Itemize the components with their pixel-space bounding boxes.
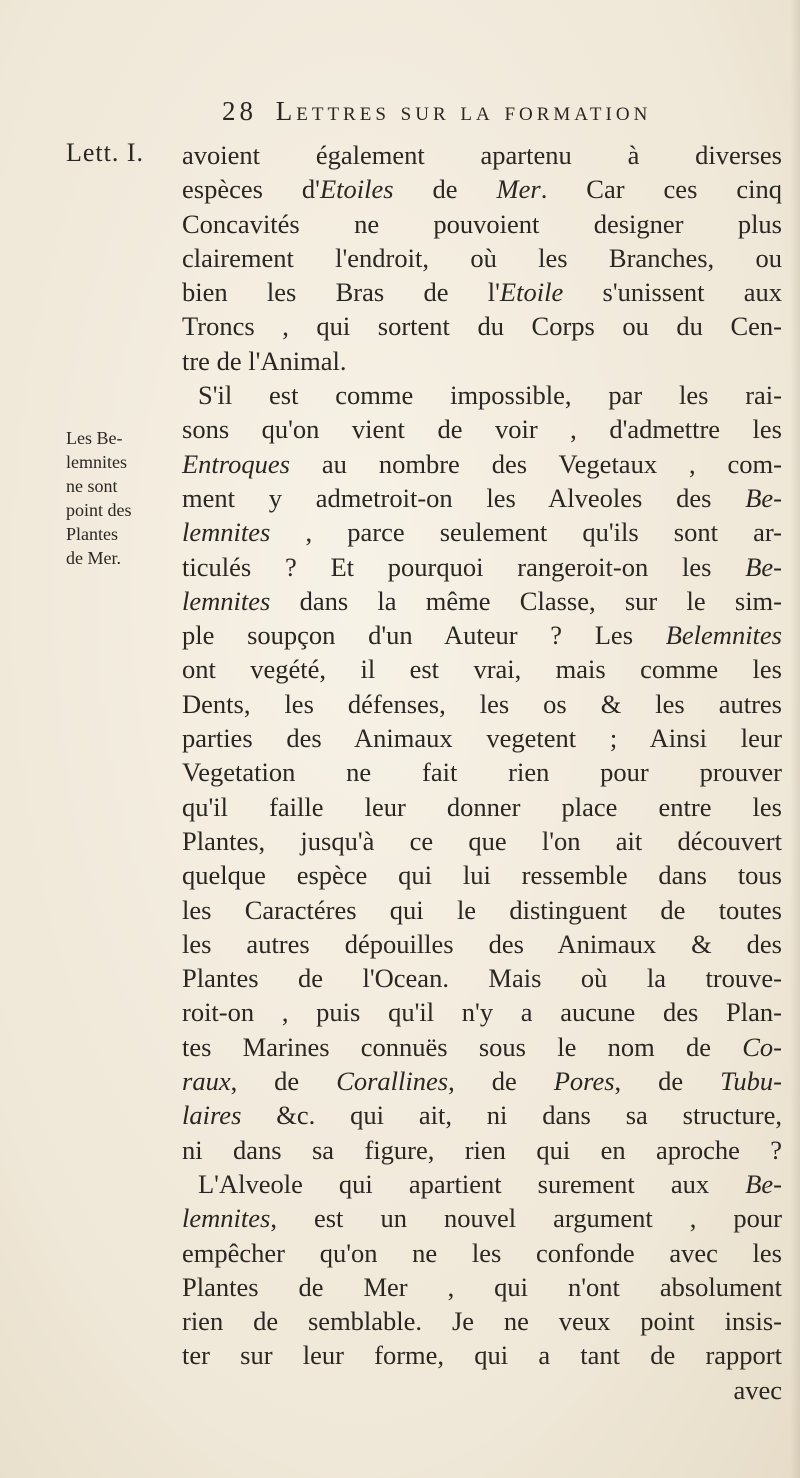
margin-note-line: point des xyxy=(66,500,132,520)
text-line xyxy=(182,275,782,309)
text-line xyxy=(182,995,782,1029)
margin-note-line: Plantes xyxy=(66,524,118,544)
page-edge xyxy=(790,0,800,1478)
text-run: parties des Animaux vegetent ; Ainsi leur xyxy=(182,723,782,754)
text-run: , de xyxy=(448,1066,554,1097)
running-header xyxy=(222,96,651,127)
running-title: Lettres sur la formation xyxy=(275,96,652,126)
text-line xyxy=(182,515,782,549)
text-run: de xyxy=(393,174,497,205)
text-run: qu'il faille leur donner place entre les xyxy=(182,791,782,822)
text-run: les autres dépouilles des Animaux & des xyxy=(182,928,782,959)
text-run: &c. qui ait, ni dans sa structure, xyxy=(241,1100,782,1131)
italic-term: laires xyxy=(182,1100,242,1131)
margin-note-line: lemnites xyxy=(66,452,127,472)
text-run: , de xyxy=(614,1066,721,1097)
text-line xyxy=(182,1338,782,1372)
italic-term: Tubu- xyxy=(720,1066,783,1097)
page-number: 28 xyxy=(222,96,257,126)
text-line xyxy=(182,1304,782,1338)
text-run: avec xyxy=(733,1374,782,1405)
text-run: Plantes de Mer , qui n'ont absolument xyxy=(182,1271,782,1302)
text-run: , est un nouvel argument , pour xyxy=(270,1203,782,1234)
text-run: espèces d' xyxy=(182,174,320,205)
text-run: ter sur leur forme, qui a tant de rapport xyxy=(182,1340,782,1371)
italic-term: Be- xyxy=(745,1168,782,1199)
margin-note-line: ne sont xyxy=(66,476,118,496)
text-run: rien de semblable. Je ne veux point insis- xyxy=(182,1306,782,1337)
text-line xyxy=(182,172,782,206)
text-line xyxy=(182,824,782,858)
text-run: Troncs , qui sortent du Corps ou du Cen- xyxy=(182,311,782,342)
letter-marker: Lett. I. xyxy=(66,138,145,167)
text-run: . Car ces cinq xyxy=(540,174,782,205)
text-run: ticulés ? Et pourquoi rangeroit-on les xyxy=(182,551,746,582)
italic-term: Corallines xyxy=(336,1066,449,1097)
text-line xyxy=(182,1167,782,1201)
text-run: au nombre des Vegetaux , com- xyxy=(289,448,782,479)
text-run: Concavités ne pouvoient designer plus xyxy=(182,208,782,239)
text-line xyxy=(182,687,782,721)
text-line xyxy=(182,790,782,824)
text-run: tre de l'Animal. xyxy=(182,345,347,376)
text-line xyxy=(182,1133,782,1167)
italic-term: Etoile xyxy=(499,277,564,308)
text-run: sons qu'on vient de voir , d'admettre les xyxy=(182,414,782,445)
text-run: avoient également apartenu à diverses xyxy=(182,140,782,170)
text-line xyxy=(182,138,782,172)
text-run: tes Marines connuës sous le nom de xyxy=(182,1031,743,1062)
text-line xyxy=(182,652,782,686)
text-run: Dents, les défenses, les os & les autres xyxy=(182,688,782,719)
italic-term: Etoiles xyxy=(319,174,394,205)
margin-note-line: Les Be- xyxy=(66,428,123,448)
text-run: quelque espèce qui lui ressemble dans tous xyxy=(182,860,782,891)
italic-term: Entroques xyxy=(182,448,290,479)
italic-term: Belemnites xyxy=(665,620,782,651)
margin-note-line: de Mer. xyxy=(66,548,121,568)
text-run: ment y admetroit-on les Alveoles des xyxy=(182,482,746,513)
text-line xyxy=(182,412,782,446)
text-run: ni dans sa figure, rien qui en aproche ? xyxy=(182,1134,782,1165)
text-line xyxy=(182,309,782,343)
italic-term: lemnites xyxy=(182,517,271,548)
text-run: roit-on , puis qu'il n'y a aucune des Plan- xyxy=(182,997,782,1028)
text-line xyxy=(182,1030,782,1064)
body-text xyxy=(182,138,782,1407)
text-run: les Caractéres qui le distinguent de toutes xyxy=(182,894,782,925)
text-line xyxy=(182,1098,782,1132)
text-line xyxy=(182,207,782,241)
text-run: Vegetation ne fait rien pour prouver xyxy=(182,757,782,788)
text-line xyxy=(182,584,782,618)
text-run: Plantes de l'Ocean. Mais où la trouve- xyxy=(182,963,782,994)
text-line xyxy=(182,550,782,584)
text-run: s'unissent aux xyxy=(563,277,782,308)
text-line xyxy=(182,961,782,995)
text-run: , de xyxy=(230,1066,337,1097)
text-line xyxy=(182,1201,782,1235)
text-run: L'Alveole qui apartient surement aux xyxy=(198,1168,746,1199)
text-line xyxy=(182,721,782,755)
text-line xyxy=(182,1373,782,1407)
text-run: S'il est comme impossible, par les rai- xyxy=(198,380,782,411)
italic-term: Pores xyxy=(553,1066,615,1097)
text-line xyxy=(182,241,782,275)
text-run: ple soupçon d'un Auteur ? Les xyxy=(182,620,666,651)
italic-term: Be- xyxy=(745,482,782,513)
text-run: , parce seulement qu'ils sont ar- xyxy=(270,517,782,548)
italic-term: Mer xyxy=(496,174,541,205)
text-line xyxy=(182,618,782,652)
italic-term: Co- xyxy=(742,1031,782,1062)
text-run: clairement l'endroit, où les Branches, ou xyxy=(182,242,782,273)
text-line xyxy=(182,755,782,789)
text-line xyxy=(182,1236,782,1270)
text-run: bien les Bras de l' xyxy=(182,277,500,308)
margin-note xyxy=(66,426,148,570)
text-line xyxy=(182,927,782,961)
text-line xyxy=(182,378,782,412)
text-run: Plantes, jusqu'à ce que l'on ait découvert xyxy=(182,825,782,856)
text-line xyxy=(182,858,782,892)
italic-term: Be- xyxy=(745,551,782,582)
italic-term: raux xyxy=(182,1066,231,1097)
italic-term: lemnites xyxy=(182,1203,271,1234)
text-line xyxy=(182,1064,782,1098)
text-run: ont vegété, il est vrai, mais comme les xyxy=(182,654,782,685)
text-line xyxy=(182,481,782,515)
text-line xyxy=(182,344,782,378)
text-line xyxy=(182,893,782,927)
text-line xyxy=(182,447,782,481)
text-run: dans la même Classe, sur le sim- xyxy=(270,585,782,616)
text-line xyxy=(182,1270,782,1304)
text-run: empêcher qu'on ne les confonde avec les xyxy=(182,1237,782,1268)
italic-term: lemnites xyxy=(182,585,271,616)
